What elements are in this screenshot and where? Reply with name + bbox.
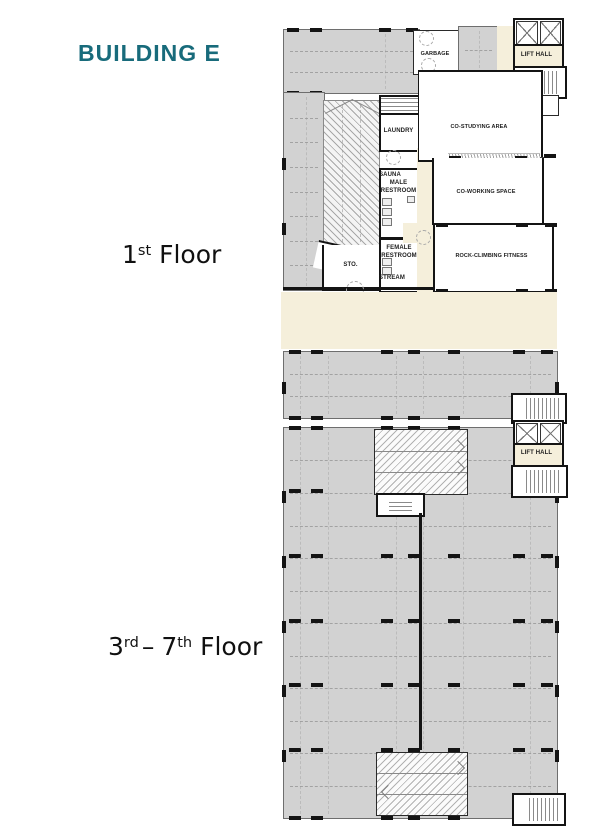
- spine-wall: [419, 513, 422, 750]
- upper-floor-number-end: 7: [161, 632, 178, 661]
- toilet-fixture: [382, 198, 392, 206]
- first-floor-ordinal: st: [137, 243, 152, 259]
- storage-label: STO.: [343, 262, 358, 268]
- rock-climbing-label: ROCK-CLIMBING FITNESS: [455, 253, 528, 259]
- upper-floor-ordinal-end: th: [177, 635, 193, 651]
- co-working-label: CO-WORKING SPACE: [456, 189, 516, 195]
- corridor: [417, 148, 433, 292]
- co-studying-label: CO-STUDYING AREA: [450, 124, 508, 130]
- ramp-upper: [374, 429, 468, 495]
- toilet-fixture: [382, 208, 392, 216]
- steam-label: STREAM: [379, 275, 405, 281]
- service-gray-block: [458, 26, 499, 73]
- stair-treads: [529, 798, 558, 820]
- page-title: BUILDING E: [78, 40, 221, 66]
- sauna-label: SAUNA: [379, 172, 401, 178]
- first-floor-caption: [122, 240, 221, 269]
- first-floor-number: 1: [122, 240, 138, 269]
- upper-floor-number-start: 3: [108, 632, 124, 661]
- female-restroom-label: FEMALE RESTROOM: [381, 245, 417, 259]
- lift-cab-icon: [516, 21, 538, 45]
- lift-cab-icon: [540, 423, 562, 444]
- garbage-label: GARBAGE: [420, 51, 450, 57]
- door-swing-arc: [419, 31, 434, 46]
- stair-treads: [389, 499, 412, 511]
- co-studying-area-room: [418, 70, 543, 162]
- forecourt-band: [281, 292, 557, 349]
- column-marker: [544, 154, 556, 158]
- laundry-label: LAUNDRY: [383, 128, 414, 134]
- ramp-lower: [376, 752, 468, 816]
- toilet-fixture: [382, 267, 392, 275]
- toilet-fixture: [382, 218, 392, 226]
- sink-fixture: [407, 196, 415, 203]
- door-swing-arc: [386, 150, 401, 165]
- upper-floor-ordinal-start: rd: [123, 635, 139, 651]
- stair-treads: [526, 398, 559, 419]
- lift-hall-label: LIFT HALL: [520, 52, 553, 58]
- lift-cab-icon: [540, 21, 562, 45]
- parking-area-top: [283, 29, 420, 94]
- lift-cab-icon: [516, 423, 538, 444]
- stair-room-southeast: [512, 793, 566, 826]
- range-dash: –: [141, 632, 155, 661]
- stair-room-core-bottom: [511, 465, 568, 498]
- corridor-stub: [403, 223, 417, 243]
- door-swing-arc: [416, 230, 431, 245]
- first-floor-word: Floor: [151, 240, 222, 269]
- male-restroom-label: MALE RESTROOM: [380, 180, 417, 194]
- stair-room-mid: [376, 493, 425, 517]
- upper-floors-caption: [108, 632, 262, 661]
- lift-hall-upper-label: LIFT HALL: [520, 450, 553, 456]
- upper-floor-word: Floor: [192, 632, 263, 661]
- stair-treads: [526, 470, 559, 492]
